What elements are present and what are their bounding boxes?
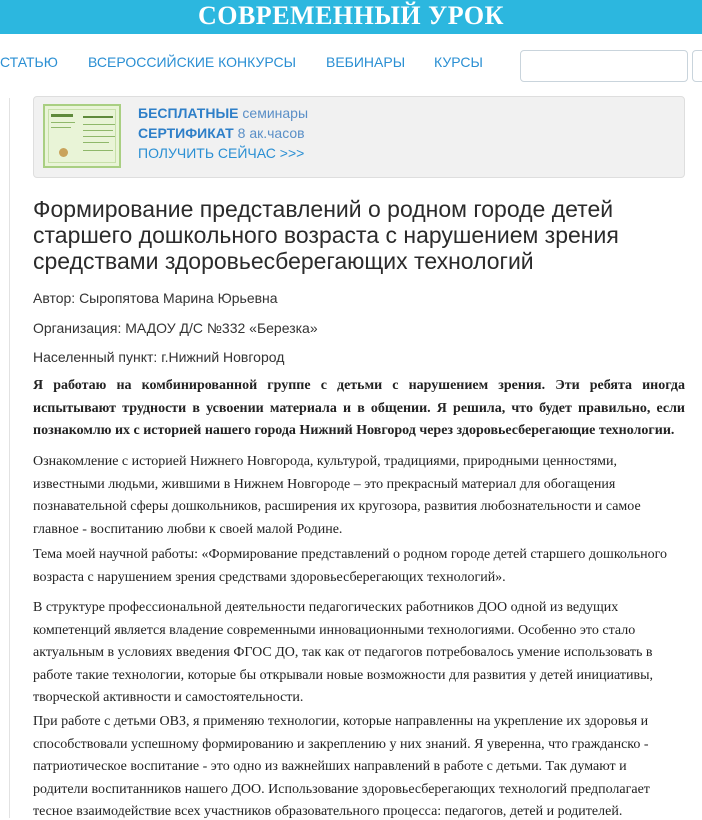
promo-banner[interactable]: [33, 96, 685, 178]
site-title[interactable]: СОВРЕМЕННЫЙ УРОК: [197, 1, 505, 30]
nav-item-webinars[interactable]: ВЕБИНАРЫ: [326, 54, 406, 70]
article-paragraph: В структуре профессиональной деятельности педагогических работников ДОО одной из ведущих компетенций является владение современными инновационными технологиями. Особенно это стало актуальным в условиях введения ФГОС ДО, так как от педагогов потребовалось умение использовать в работе такие технологии, которые бы открывали новые возможности для развития у детей инициативы, творческой активности и самостоятельности.: [33, 600, 653, 705]
article-paragraph: Ознакомление с историей Нижнего Новгорода, культурой, традициями, природными ценностями, известными людьми, жившими в Нижнем Новгороде – это прекрасный материал для обогащения познавательной сферы дошкольников, расширения их кругозора, развития любознательности и самое главное - воспитанию любви к своей малой Родине.: [33, 454, 641, 537]
nav-item-courses[interactable]: КУРСЫ: [434, 54, 483, 70]
main-nav: [0, 34, 702, 92]
search-input[interactable]: [520, 50, 688, 82]
article-title: Формирование представлений о родном городе детей старшего дошкольного возраста с нарушением зрения средствами здоровьесберегающих технологий: [33, 196, 619, 274]
article-paragraph-intro: Я работаю на комбинированной группе с детьми с нарушением зрения. Эти ребята иногда испытывают трудности в усвоении материала и в общении. Я решила, что будет правильно, если познакомлю их с историей нашего города Нижний Новгород через здоровьесберегающие технологии.: [33, 378, 685, 438]
certificate-image: [43, 104, 121, 168]
promo-free-seminars: [138, 105, 308, 121]
nav-item-contests[interactable]: ВСЕРОССИЙСКИЕ КОНКУРСЫ: [88, 54, 297, 70]
promo-free-label: БЕСПЛАТНЫЕ: [138, 105, 239, 121]
article-paragraph: При работе с детьми ОВЗ, я применяю технологии, которые направленны на укрепление их здоровья и способствовали успешному формированию и закреплению у них знаний. Я уверенна, что гражданско - патриотическое воспитание - это одно из важнейших направлений в работе с детьми. Так думают и родители воспитанников нашего ДОО. Использование здоровьесберегающих технологий предполагает тесное взаимодействие всех участников образовательного процесса: педагогов, детей и родителей.: [33, 714, 650, 819]
site-header: [0, 0, 702, 34]
article-organization: Организация: МАДОУ Д/С №332 «Березка»: [33, 320, 318, 336]
promo-certificate-label: СЕРТИФИКАТ: [138, 125, 234, 141]
article-author: Автор: Сыропятова Марина Юрьевна: [33, 290, 278, 306]
article-paragraph: Тема моей научной работы: «Формирование представлений о родном городе детей старшего дошкольного возраста с нарушением зрения средствами здоровьесберегающих технологий».: [33, 547, 667, 585]
promo-hours-label: 8 ак.часов: [233, 125, 305, 141]
promo-cta-link[interactable]: ПОЛУЧИТЬ СЕЙЧАС >>>: [138, 145, 305, 161]
promo-seminars-label: семинары: [238, 105, 309, 121]
promo-certificate: [138, 125, 305, 141]
article-locality: Населенный пункт: г.Нижний Новгород: [33, 349, 285, 365]
nav-item-article[interactable]: СТАТЬЮ: [0, 54, 58, 70]
search-button[interactable]: [692, 50, 702, 82]
sidebar-edge: [0, 98, 10, 818]
